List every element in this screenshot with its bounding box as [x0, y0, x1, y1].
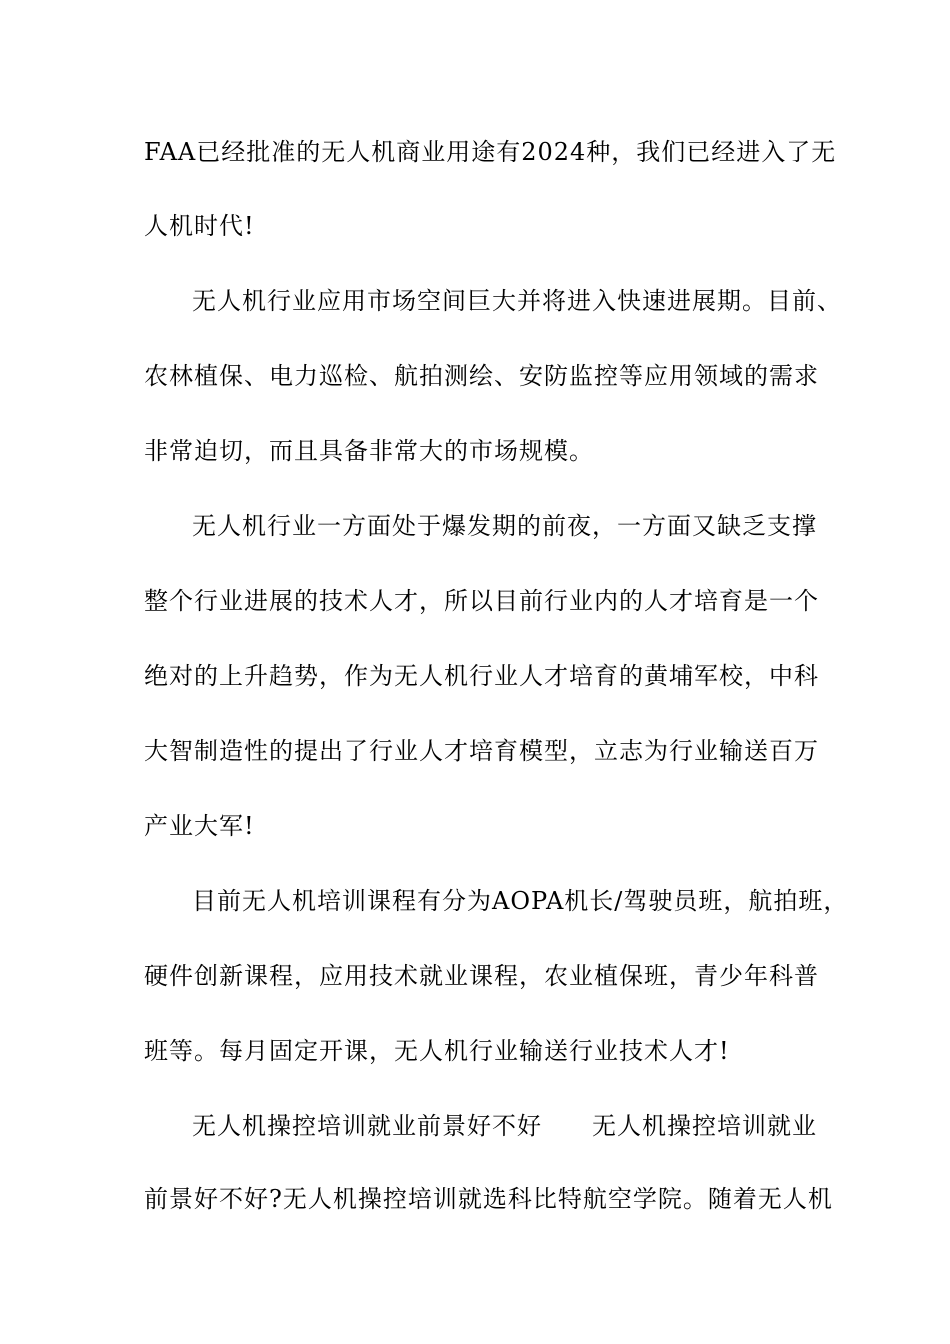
text-line: 班等。每月固定开课，无人机行业输送行业技术人才! [144, 1037, 730, 1065]
text-line: FAA已经批准的无人机商业用途有2024种，我们已经进入了无 [144, 138, 837, 166]
text-line: 人机时代! [144, 212, 255, 240]
text-line: 硬件创新课程，应用技术就业课程，农业植保班，青少年科普 [144, 962, 819, 990]
text-line: 非常迫切，而且具备非常大的市场规模。 [144, 437, 594, 465]
text-line: 前景好不好?无人机操控培训就选科比特航空学院。随着无人机 [144, 1185, 833, 1213]
text-line: 整个行业进展的技术人才，所以目前行业内的人才培育是一个 [144, 587, 819, 615]
paragraph-start-line: 无人机行业一方面处于爆发期的前夜，一方面又缺乏支撑 [192, 512, 817, 540]
paragraph-start-line: 目前无人机培训课程有分为AOPA机长/驾驶员班，航拍班， [192, 887, 849, 915]
text-line: 大智制造性的提出了行业人才培育模型，立志为行业输送百万 [144, 737, 819, 765]
paragraph-start-line: 无人机操控培训就业前景好不好 无人机操控培训就业 [192, 1112, 817, 1140]
paragraph-start-line: 无人机行业应用市场空间巨大并将进入快速进展期。目前、 [192, 287, 842, 315]
text-line: 农林植保、电力巡检、航拍测绘、安防监控等应用领域的需求 [144, 362, 819, 390]
text-line: 产业大军! [144, 812, 255, 840]
text-line: 绝对的上升趋势，作为无人机行业人才培育的黄埔军校，中科 [144, 662, 819, 690]
